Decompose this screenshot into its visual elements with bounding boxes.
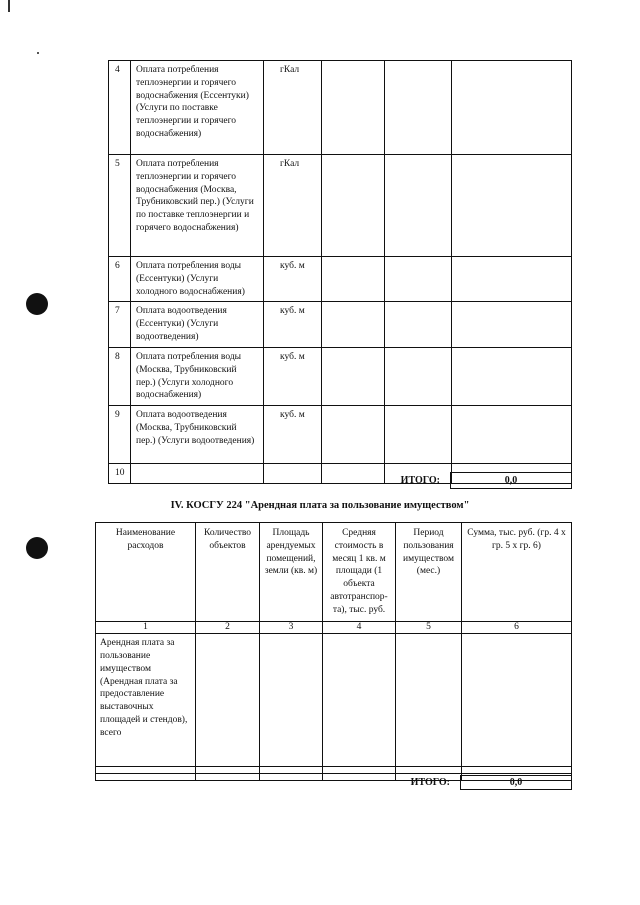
row-unit: куб. м bbox=[264, 302, 322, 347]
table-cell bbox=[260, 767, 323, 774]
row-name bbox=[131, 464, 264, 484]
header-row bbox=[96, 523, 572, 622]
column-header: Период пользования имуществом (мес.) bbox=[396, 523, 462, 622]
table-row bbox=[109, 302, 572, 347]
table-cell bbox=[323, 634, 396, 767]
table-row bbox=[109, 155, 572, 257]
row-name: Оплата потребления воды (Москва, Трубниковский пер.) (Услуги холодного водоснабжения) bbox=[131, 347, 264, 405]
table-row bbox=[109, 347, 572, 405]
row-number: 9 bbox=[109, 406, 131, 464]
table-cell bbox=[452, 406, 572, 464]
rent-table bbox=[95, 522, 572, 781]
row-number: 6 bbox=[109, 257, 131, 302]
table-cell bbox=[385, 61, 452, 155]
table-cell bbox=[385, 155, 452, 257]
table-cell bbox=[385, 302, 452, 347]
column-number: 5 bbox=[396, 621, 462, 633]
table-cell bbox=[452, 155, 572, 257]
total-label: ИТОГО: bbox=[410, 776, 450, 788]
row-name: Арендная плата за пользование имуществом (Арендная плата за предоставление выставочных площадей и стендов), всего bbox=[96, 634, 196, 767]
column-number-row bbox=[96, 621, 572, 633]
table-cell bbox=[452, 61, 572, 155]
table-cell bbox=[322, 155, 385, 257]
scan-mark bbox=[8, 0, 10, 12]
row-number: 5 bbox=[109, 155, 131, 257]
table-cell bbox=[452, 302, 572, 347]
table-cell bbox=[260, 774, 323, 781]
column-header: Площадь арендуемых помещений, земли (кв. м) bbox=[260, 523, 323, 622]
table-cell bbox=[196, 774, 260, 781]
column-header: Средняя стоимость в месяц 1 кв. м площади (1 объекта автотранспор-та), тыс. руб. bbox=[323, 523, 396, 622]
table-cell bbox=[322, 464, 385, 484]
column-number: 3 bbox=[260, 621, 323, 633]
table-cell bbox=[96, 774, 196, 781]
row-number: 10 bbox=[109, 464, 131, 484]
table-row bbox=[109, 406, 572, 464]
row-name: Оплата потребления теплоэнергии и горячего водоснабжения (Москва, Трубниковский пер.) (Услуги по поставке теплоэнергии и горячего водоснабжения) bbox=[131, 155, 264, 257]
row-unit: гКал bbox=[264, 61, 322, 155]
row-number: 4 bbox=[109, 61, 131, 155]
table-row bbox=[109, 257, 572, 302]
table-cell bbox=[322, 302, 385, 347]
row-name: Оплата потребления воды (Ессентуки) (Услуги холодного водоснабжения) bbox=[131, 257, 264, 302]
table-cell bbox=[96, 767, 196, 774]
scan-speck bbox=[37, 52, 39, 54]
utilities-table bbox=[108, 60, 572, 484]
table-cell bbox=[452, 257, 572, 302]
table-cell bbox=[385, 257, 452, 302]
column-number: 4 bbox=[323, 621, 396, 633]
row-unit: куб. м bbox=[264, 257, 322, 302]
column-header: Количество объектов bbox=[196, 523, 260, 622]
column-header: Сумма, тыс. руб. (гр. 4 х гр. 5 х гр. 6) bbox=[462, 523, 572, 622]
table-cell bbox=[323, 774, 396, 781]
column-header: Наименование расходов bbox=[96, 523, 196, 622]
total-value: 0,0 bbox=[460, 775, 572, 790]
row-unit: куб. м bbox=[264, 406, 322, 464]
table-cell bbox=[322, 406, 385, 464]
total-label: ИТОГО: bbox=[400, 474, 440, 486]
row-number: 7 bbox=[109, 302, 131, 347]
column-number: 1 bbox=[96, 621, 196, 633]
total-row-2 bbox=[390, 775, 572, 790]
table-cell bbox=[452, 347, 572, 405]
table-cell bbox=[323, 767, 396, 774]
row-name: Оплата водоотведения (Москва, Трубниковский пер.) (Услуги водоотведения) bbox=[131, 406, 264, 464]
row-unit bbox=[264, 464, 322, 484]
table-cell bbox=[260, 634, 323, 767]
table-cell bbox=[396, 767, 462, 774]
table-cell bbox=[322, 257, 385, 302]
punch-hole-bottom bbox=[26, 537, 48, 559]
table-row bbox=[109, 61, 572, 155]
table-row bbox=[96, 767, 572, 774]
column-number: 6 bbox=[462, 621, 572, 633]
row-unit: куб. м bbox=[264, 347, 322, 405]
table-cell bbox=[396, 634, 462, 767]
section-title: IV. КОСГУ 224 "Арендная плата за пользование имуществом" bbox=[170, 500, 470, 511]
row-name: Оплата водоотведения (Ессентуки) (Услуги водоотведения) bbox=[131, 302, 264, 347]
table-cell bbox=[385, 347, 452, 405]
punch-hole-top bbox=[26, 293, 48, 315]
total-row-1 bbox=[380, 472, 572, 489]
row-unit: гКал bbox=[264, 155, 322, 257]
table-cell bbox=[462, 767, 572, 774]
table-cell bbox=[322, 347, 385, 405]
column-number: 2 bbox=[196, 621, 260, 633]
table-cell bbox=[462, 634, 572, 767]
total-value: 0,0 bbox=[450, 472, 572, 489]
table-cell bbox=[385, 406, 452, 464]
table-row bbox=[96, 634, 572, 767]
table-cell bbox=[196, 634, 260, 767]
row-number: 8 bbox=[109, 347, 131, 405]
table-cell bbox=[196, 767, 260, 774]
row-name: Оплата потребления теплоэнергии и горячего водоснабжения (Ессентуки) (Услуги по поставке теплоэнергии и горячего водоснабжения) bbox=[131, 61, 264, 155]
table-cell bbox=[322, 61, 385, 155]
